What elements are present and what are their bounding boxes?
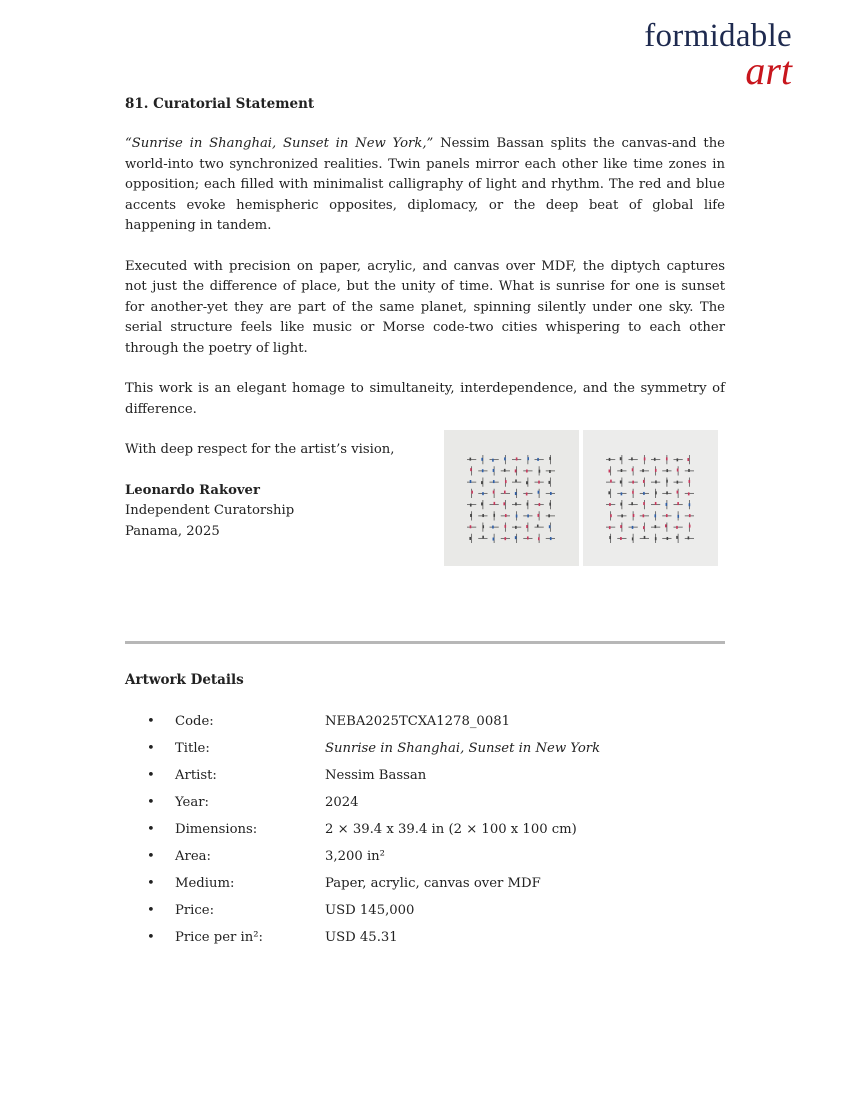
artwork-title-quote: “Sunrise in Shanghai, Sunset in New York,” [125, 136, 434, 151]
artwork-mark [655, 534, 657, 543]
formidable-art-logo [622, 18, 792, 93]
detail-value: 2024 [325, 795, 359, 810]
artwork-mark [539, 466, 541, 475]
artwork-mark [467, 480, 476, 483]
artwork-mark [617, 537, 626, 540]
artwork-mark [505, 478, 507, 487]
artwork-mark [478, 536, 487, 539]
detail-item-price [125, 901, 725, 928]
artwork-mark [546, 514, 555, 517]
detail-value: Paper, acrylic, canvas over MDF [325, 876, 541, 891]
artwork-mark [538, 534, 540, 543]
artwork-mark [665, 523, 667, 532]
artwork-mark [535, 503, 544, 506]
artwork-mark [548, 478, 550, 487]
artwork-mark [606, 526, 615, 529]
artwork-mark [467, 504, 476, 507]
artwork-mark [640, 536, 649, 539]
artwork-mark [512, 502, 521, 505]
artwork-mark [549, 500, 551, 509]
detail-label: Code: [175, 714, 214, 729]
statement-paragraph-1 [125, 134, 725, 237]
logo-wordmark: formidable [644, 18, 792, 54]
artwork-mark [643, 478, 645, 487]
artwork-mark [493, 466, 495, 475]
artwork-mark [629, 457, 638, 460]
artwork-mark [640, 492, 649, 495]
artwork-mark [629, 502, 638, 505]
artwork-mark [617, 469, 626, 472]
artwork-diptych-image [444, 430, 719, 566]
artwork-mark [481, 500, 483, 509]
logo-art-word: art [745, 48, 792, 93]
artwork-mark [620, 455, 622, 464]
detail-item-price-per-area [125, 928, 725, 955]
detail-value: Nessim Bassan [325, 768, 427, 783]
artwork-mark [527, 500, 529, 509]
artwork-mark [609, 534, 611, 543]
artwork-mark [677, 489, 679, 498]
artwork-mark [676, 534, 678, 543]
artwork-mark [666, 500, 668, 509]
artwork-mark [620, 500, 622, 509]
artwork-mark [655, 466, 657, 475]
artwork-mark [467, 458, 476, 461]
detail-item-title [125, 739, 725, 766]
artwork-mark [651, 502, 660, 505]
artwork-mark [632, 466, 634, 475]
artwork-mark [609, 466, 611, 475]
artwork-panel-left [444, 430, 579, 566]
artwork-mark [662, 469, 671, 472]
artwork-mark [512, 526, 521, 529]
artwork-panel-left-graphic [444, 430, 579, 566]
artwork-mark [662, 514, 671, 517]
artwork-mark [662, 537, 671, 540]
detail-value: USD 45.31 [325, 930, 398, 945]
statement-closing: With deep respect for the artist’s vision, [125, 442, 395, 457]
artwork-mark [608, 489, 610, 498]
artwork-mark [535, 481, 544, 484]
artwork-mark [685, 536, 694, 539]
artwork-panel-right [583, 430, 718, 566]
artwork-mark [546, 537, 555, 540]
artwork-mark [501, 514, 510, 517]
artwork-mark [651, 525, 660, 528]
curator-name: Leonardo Rakover [125, 482, 260, 498]
artwork-mark [546, 470, 555, 473]
artwork-mark [512, 479, 521, 482]
artwork-mark [490, 459, 499, 462]
curator-place-year: Panama, 2025 [125, 523, 220, 539]
artwork-mark [470, 511, 472, 520]
statement-heading: 81. Curatorial Statement [125, 96, 315, 112]
bullet-icon: • [147, 795, 155, 810]
details-list [125, 712, 725, 955]
bullet-icon: • [147, 822, 155, 837]
artwork-mark [674, 502, 683, 505]
artwork-mark [493, 534, 495, 543]
detail-label: Artist: [175, 768, 217, 783]
artwork-mark [490, 480, 499, 483]
artwork-mark [523, 492, 532, 495]
artwork-mark [467, 525, 476, 528]
bullet-icon: • [147, 714, 155, 729]
artwork-mark [515, 534, 517, 543]
detail-item-year [125, 793, 725, 820]
artwork-mark [685, 469, 694, 472]
artwork-mark [662, 491, 671, 494]
artwork-mark [470, 466, 472, 475]
artwork-mark [478, 469, 487, 472]
artwork-mark [482, 523, 484, 532]
artwork-mark [478, 514, 487, 517]
artwork-mark [471, 489, 473, 498]
artwork-mark [643, 523, 645, 532]
artwork-mark [504, 455, 506, 464]
artwork-mark [674, 526, 683, 529]
artwork-mark [655, 489, 657, 498]
artwork-mark [632, 534, 634, 543]
artwork-mark [527, 455, 529, 464]
artwork-mark [481, 455, 483, 464]
artwork-panel-right-graphic [583, 430, 718, 566]
bullet-icon: • [147, 876, 155, 891]
artwork-mark [526, 478, 528, 487]
artwork-mark [620, 478, 622, 487]
artwork-mark [674, 458, 683, 461]
artwork-mark [523, 469, 532, 472]
artwork-mark [632, 489, 634, 498]
artwork-mark [617, 514, 626, 517]
artwork-mark [689, 500, 691, 509]
artwork-mark [501, 537, 510, 540]
artwork-mark [654, 511, 656, 520]
artwork-mark [629, 526, 638, 529]
detail-label: Price: [175, 903, 215, 918]
detail-item-code [125, 712, 725, 739]
statement-paragraph-1-text: Nessim Bassan splits the canvas-and the world-into two synchronized realities. Twin panels mirror each other like time zones in opposition; each filled with minimalist calligraphy of light and rhythm. The red and blue accents evoke hemispheric opposites, diplomacy, or the deep beat of global life happening in tandem. [125, 136, 725, 233]
bullet-icon: • [147, 930, 155, 945]
artwork-mark [538, 489, 540, 498]
artwork-mark [515, 489, 517, 498]
artwork-mark [674, 481, 683, 484]
artwork-mark [689, 523, 691, 532]
artwork-mark [640, 514, 649, 517]
artwork-mark [620, 523, 622, 532]
artwork-mark [546, 492, 555, 495]
detail-value: 3,200 in² [325, 849, 385, 864]
curator-role: Independent Curatorship [125, 503, 295, 518]
artwork-mark [687, 455, 689, 464]
artwork-mark [666, 455, 668, 464]
artwork-mark [516, 511, 518, 520]
detail-label: Title: [175, 741, 210, 756]
bullet-icon: • [147, 768, 155, 783]
detail-value: Sunrise in Shanghai, Sunset in New York [325, 741, 601, 756]
artwork-mark [644, 455, 646, 464]
artwork-mark [677, 511, 679, 520]
artwork-mark [606, 480, 615, 483]
artwork-mark [490, 502, 499, 505]
artwork-mark [493, 511, 495, 520]
artwork-mark [617, 492, 626, 495]
artwork-mark [538, 511, 540, 520]
artwork-mark [503, 500, 505, 509]
artwork-mark [523, 514, 532, 517]
statement-paragraph-3: This work is an elegant homage to simultaneity, interdependence, and the symmetry of difference. [125, 381, 725, 417]
artwork-mark [643, 500, 645, 509]
details-heading: Artwork Details [125, 672, 244, 688]
section-divider [125, 641, 725, 644]
detail-label: Medium: [175, 876, 235, 891]
detail-label: Dimensions: [175, 822, 258, 837]
artwork-mark [501, 469, 510, 472]
bullet-icon: • [147, 741, 155, 756]
detail-value: 2 × 39.4 x 39.4 in (2 × 100 x 100 cm) [325, 822, 577, 837]
artwork-mark [535, 458, 544, 461]
artwork-mark [478, 492, 487, 495]
detail-item-dimensions [125, 820, 725, 847]
artwork-mark [481, 478, 483, 487]
bullet-icon: • [147, 849, 155, 864]
artwork-mark [490, 526, 499, 529]
detail-value: NEBA2025TCXA1278_0081 [325, 714, 510, 729]
artwork-mark [633, 511, 635, 520]
artwork-mark [685, 492, 694, 495]
detail-label: Price per in²: [175, 930, 263, 945]
detail-item-medium [125, 874, 725, 901]
artwork-mark [549, 455, 551, 464]
detail-label: Year: [175, 795, 209, 810]
detail-value: USD 145,000 [325, 903, 415, 918]
artwork-mark [549, 523, 551, 532]
artwork-mark [469, 534, 471, 543]
artwork-details [125, 670, 725, 955]
detail-item-artist [125, 766, 725, 793]
bullet-icon: • [147, 903, 155, 918]
artwork-mark [535, 525, 544, 528]
artwork-mark [651, 458, 660, 461]
statement-paragraph-2: Executed with precision on paper, acrylic, and canvas over MDF, the diptych captures not just the difference of place, but the unity of time. What is sunrise for one is sunset for another-yet they are part of the same planet, spinning silently under one sky. The serial structure feels like music or Morse code-two cities whispering to each other through the poetry of light. [125, 258, 725, 356]
artwork-mark [523, 536, 532, 539]
artwork-mark [515, 466, 517, 475]
artwork-mark [640, 469, 649, 472]
artwork-mark [606, 503, 615, 506]
artwork-mark [677, 466, 679, 475]
artwork-mark [501, 491, 510, 494]
artwork-mark [651, 480, 660, 483]
artwork-mark [685, 514, 694, 517]
detail-label: Area: [175, 849, 211, 864]
artwork-mark [493, 489, 495, 498]
artwork-mark [666, 478, 668, 487]
artwork-mark [629, 481, 638, 484]
artwork-mark [526, 523, 528, 532]
artwork-mark [689, 478, 691, 487]
artwork-mark [512, 457, 521, 460]
artwork-mark [610, 511, 612, 520]
detail-item-area [125, 847, 725, 874]
artwork-mark [505, 523, 507, 532]
artwork-mark [606, 458, 615, 461]
